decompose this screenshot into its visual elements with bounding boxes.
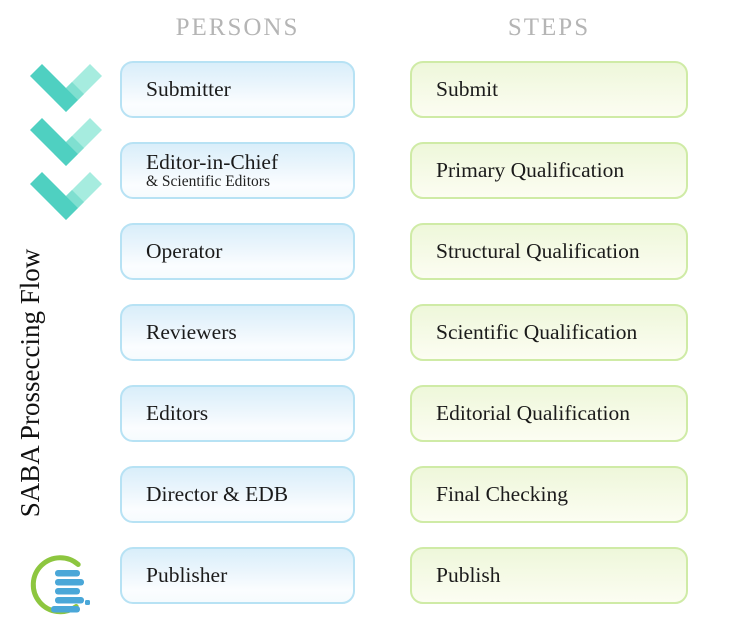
person-label: Editors	[146, 401, 209, 426]
step-box-primary-qualification	[410, 142, 688, 199]
person-box-operator	[120, 223, 355, 280]
person-box-director-edb	[120, 466, 355, 523]
step-label: Publish	[436, 563, 501, 588]
step-label: Editorial Qualification	[436, 401, 631, 426]
steps-column-header: STEPS	[507, 14, 591, 41]
person-box-editor-in-chief	[120, 142, 355, 199]
person-label: Publisher	[146, 563, 228, 588]
person-box-publisher	[120, 547, 355, 604]
step-box-submit	[410, 61, 688, 118]
step-label: Final Checking	[436, 482, 568, 507]
person-box-submitter	[120, 61, 355, 118]
step-box-editorial-qualification	[410, 385, 688, 442]
person-label: Editor-in-Chief	[146, 149, 279, 174]
step-box-final-checking	[410, 466, 688, 523]
person-label: Reviewers	[146, 320, 237, 345]
chevron-down-icon	[30, 64, 102, 112]
person-box-reviewers	[120, 304, 355, 361]
step-label: Structural Qualification	[436, 239, 640, 264]
person-sublabel: & Scientific Editors	[146, 173, 270, 191]
person-box-editors	[120, 385, 355, 442]
step-box-structural-qualification	[410, 223, 688, 280]
step-label: Submit	[436, 77, 499, 102]
saba-logo-icon	[30, 551, 96, 623]
person-label: Submitter	[146, 77, 231, 102]
chevron-down-icon	[30, 118, 102, 166]
person-label: Operator	[146, 239, 223, 264]
step-box-scientific-qualification	[410, 304, 688, 361]
step-box-publish	[410, 547, 688, 604]
persons-column-header: PERSONS	[175, 14, 300, 41]
step-label: Scientific Qualification	[436, 320, 638, 345]
vertical-flow-title: SABA Prosseccing Flow	[15, 248, 45, 518]
step-label: Primary Qualification	[436, 158, 625, 183]
person-label: Director & EDB	[146, 482, 289, 507]
